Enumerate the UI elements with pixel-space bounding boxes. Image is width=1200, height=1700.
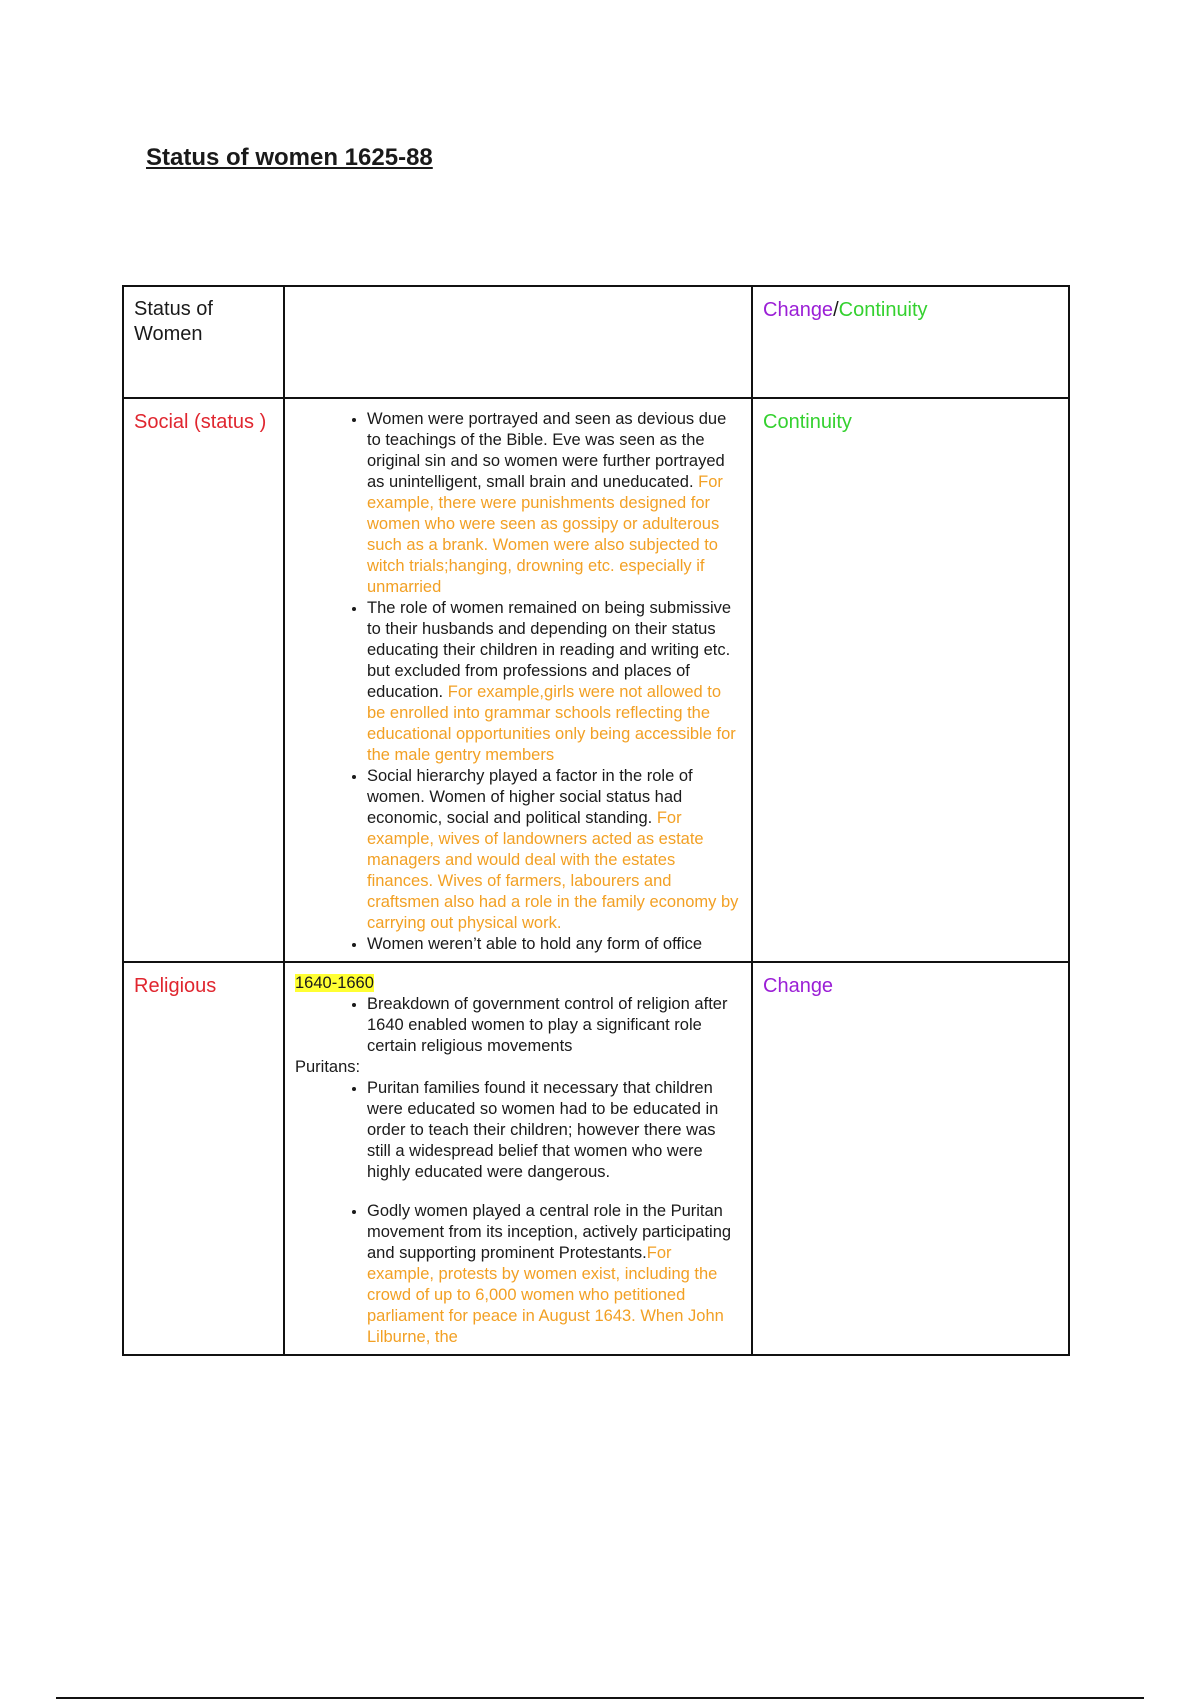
religious-bullet-3-example: For example, protests by women exist, including the crowd of up to 6,000 women who petitioned parliament for peace in August 1643. When John Lilburne, the: [367, 1244, 724, 1346]
religious-bullet-list-2: [295, 1078, 741, 1348]
religious-content-cell: [284, 962, 752, 1355]
religious-category-label: Religious: [134, 975, 217, 997]
social-bullet-2: [367, 598, 741, 766]
social-category-label: Social (status ): [134, 411, 267, 433]
header-cell-blank: [284, 286, 752, 398]
religious-bullet-1: • Breakdown of government control of religion after 1640 enabled women to play a significant role certain religious movements: [367, 994, 741, 1057]
period-highlight: 1640-1660: [295, 974, 374, 992]
religious-bullet-3-text: Godly women played a central role in the Puritan movement from its inception, actively participating and supporting prominent Protestants.: [367, 1202, 732, 1262]
religious-verdict-cell: [752, 962, 1069, 1355]
social-content-cell: [284, 398, 752, 962]
social-bullet-2-example: For example,girls were not allowed to be enrolled into grammar schools reflecting the educational opportunities only being accessible for the male gentry members: [367, 683, 736, 764]
table-row-social: [123, 398, 1069, 962]
page-bottom-divider: [56, 1697, 1144, 1699]
header-status-label: Status of Women: [134, 298, 213, 345]
social-verdict-cell: [752, 398, 1069, 962]
social-verdict-label: Continuity: [763, 411, 852, 433]
table-header-row: [123, 286, 1069, 398]
header-cell-change-continuity: [752, 286, 1069, 398]
social-bullet-1-example: For example, there were punishments designed for women who were seen as gossipy or adulterous such as a brank. Women were also subjected to witch trials;hanging, drowning etc. especially if unmarried: [367, 473, 723, 596]
social-bullet-3-example: For example, wives of landowners acted as estate managers and would deal with the estates finances. Wives of farmers, labourers and craftsmen also had a role in the family economy by carrying out physical work.: [367, 809, 739, 932]
social-bullet-1: [367, 409, 741, 598]
religious-verdict-label: Change: [763, 975, 834, 997]
social-bullet-list: [295, 409, 741, 955]
social-bullet-4: [367, 934, 741, 955]
religious-bullet-2: • Puritan families found it necessary that children were educated so women had to be educated in order to teach their children; however there was still a widespread belief that women who were highly educated were dangerous.: [367, 1078, 741, 1183]
religious-bullet-list-1: [295, 994, 741, 1057]
social-bullet-3-text: Social hierarchy played a factor in the role of women. Women of higher social status had economic, social and political standing.: [367, 767, 693, 827]
page-title: Status of women 1625-88: [146, 144, 433, 171]
social-bullet-3: [367, 766, 741, 934]
social-bullet-4-text: Women weren’t able to hold any form of office: [367, 935, 703, 953]
header-cell-status: [123, 286, 284, 398]
social-category-cell: [123, 398, 284, 962]
religious-bullet-3: [367, 1201, 741, 1348]
social-bullet-1-text: Women were portrayed and seen as devious due to teachings of the Bible. Eve was seen as the original sin and so women were further portrayed as unintelligent, small brain and uneducated.: [367, 410, 727, 491]
table-row-religious: [123, 962, 1069, 1355]
header-slash: /: [833, 299, 839, 321]
puritans-label: Puritans:: [295, 1058, 361, 1076]
social-bullet-2-text: The role of women remained on being submissive to their husbands and depending on their status educating their children in reading and writing etc. but excluded from professions and places of education.: [367, 599, 732, 701]
religious-category-cell: [123, 962, 284, 1355]
header-continuity-label: Continuity: [838, 299, 928, 321]
status-table: [122, 285, 1070, 1356]
header-change-label: Change: [763, 299, 834, 321]
